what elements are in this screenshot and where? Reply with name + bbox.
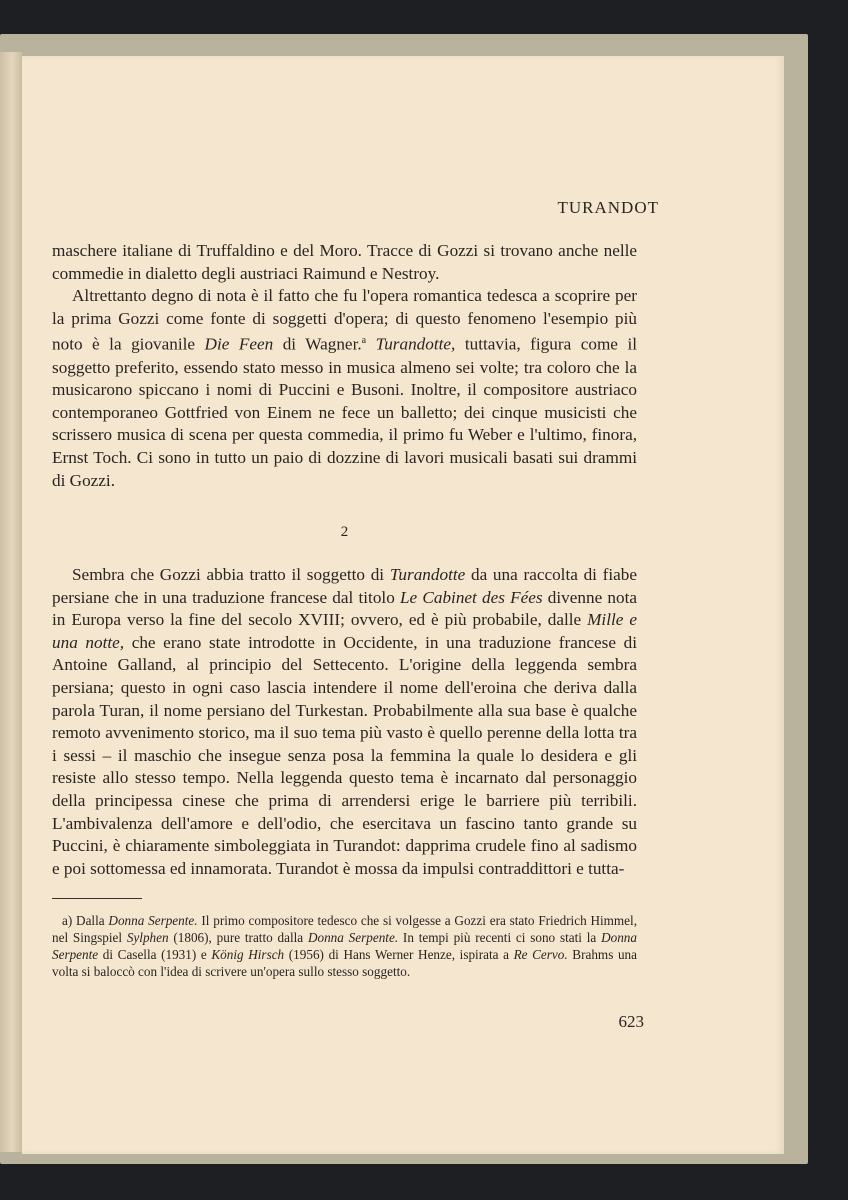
paragraph-2: Altrettanto degno di nota è il fatto che fu l'opera romantica tedesca a scoprire per la prima Gozzi come fonte di soggetti d'opera; di questo fenomeno l'esempio più noto è la giovanile Die Feen di Wagner.$^a$ Turandotte, tuttavia, figura come il soggetto preferito, essendo stato messo in musica almeno sei volte; tra coloro che la musicarono spiccano i nomi di Puccini e Busoni. Inoltre, il compositore austriaco contemporaneo Gottfried von Einem ne fece un balletto; dei cinque musicisti che scrissero musica di scena per questa commedia, il primo fu Weber e l'ultimo, finora, Ernst Toch. Ci sono in tutto un paio di dozzine di lavori musicali basati sui drammi di Gozzi. — [52, 286, 637, 490]
work-title: Turandotte — [389, 565, 466, 584]
footnote: a) Dalla Donna Serpente. Il primo compositore tedesco che si volgesse a Gozzi era stato Friedrich Himmel, nel Singspiel Sylphen (1806), pure tratto dalla Donna Serpente. In tempi più recenti ci sono stati la Donna Serpente di Casella (1931) e König Hirsch (1956) di Hans Werner Henze, ispirata a Re Cervo. Brahms una volta si baloccò con l'idea di scrivere un'opera sullo stesso soggetto. — [52, 913, 637, 979]
paragraph-3: Sembra che Gozzi abbia tratto il soggetto di Turandotte da una raccolta di fiabe persiane che in una traduzione francese dal titolo Le Cabinet des Fées divenne nota in Europa verso la fine del secolo XVIII; ovvero, ed è più probabile, dalle Mille e una notte, che erano state introdotte in Occidente, in una traduzione francese di Antoine Galland, al principio del Settecento. L'origine della leggenda sembra persiana; questo in ogni caso lascia intendere il nome dell'eroina che deriva dalla parola Turan, il nome persiano del Turkestan. Probabilmente alla sua base è qualche remoto avvenimento storico, ma il suo tema più vasto è quello perenne della lotta tra i sessi – il maschio che insegue senza posa la femmina la quale lo desidera e gli resiste allo stesso tempo. Nella leggenda questo tema è incarnato dal personaggio della principessa cinese che prima di arrendersi erige le barriere più terribili. L'ambivalenza dell'amore e dell'odio, che esercitava un fascino tanto grande su Puccini, è chiaramente simboleggiata in Turandot: dapprima crudele fino al sadismo e poi sottomessa ed innamorata. Turandot è mossa da impulsi contraddittori e tutta- — [52, 565, 638, 878]
work-title: Re Cervo. — [513, 947, 568, 962]
section-number: 2 — [340, 524, 349, 540]
paragraph-block-2 — [52, 564, 637, 880]
running-head: TURANDOT — [557, 198, 659, 217]
paragraph-block-1 — [52, 240, 637, 492]
footnote-rule — [52, 898, 142, 899]
work-title: König Hirsch — [211, 947, 285, 962]
work-title: Turandotte, — [375, 335, 456, 355]
work-title: Donna Serpente. — [307, 930, 399, 945]
previous-page-edge — [0, 52, 22, 1152]
work-title: Le Cabinet des Fées — [400, 587, 543, 607]
paragraph-1: maschere italiane di Truffaldino e del Moro. Tracce di Gozzi si trovano anche nelle commedie in dialetto degli austriaci Raimund e Nestroy. — [52, 241, 637, 283]
footnote-label: a) — [62, 913, 73, 928]
book-page — [22, 56, 784, 1154]
page-number: 623 — [618, 1012, 644, 1031]
footnote-marker: a — [361, 335, 367, 347]
work-title: Donna Serpente. — [108, 913, 198, 928]
work-title: Mille e una notte, — [52, 610, 637, 652]
work-title: Donna Serpente — [52, 930, 637, 962]
work-title: Sylphen — [126, 930, 169, 945]
work-title: Die Feen — [204, 335, 274, 355]
